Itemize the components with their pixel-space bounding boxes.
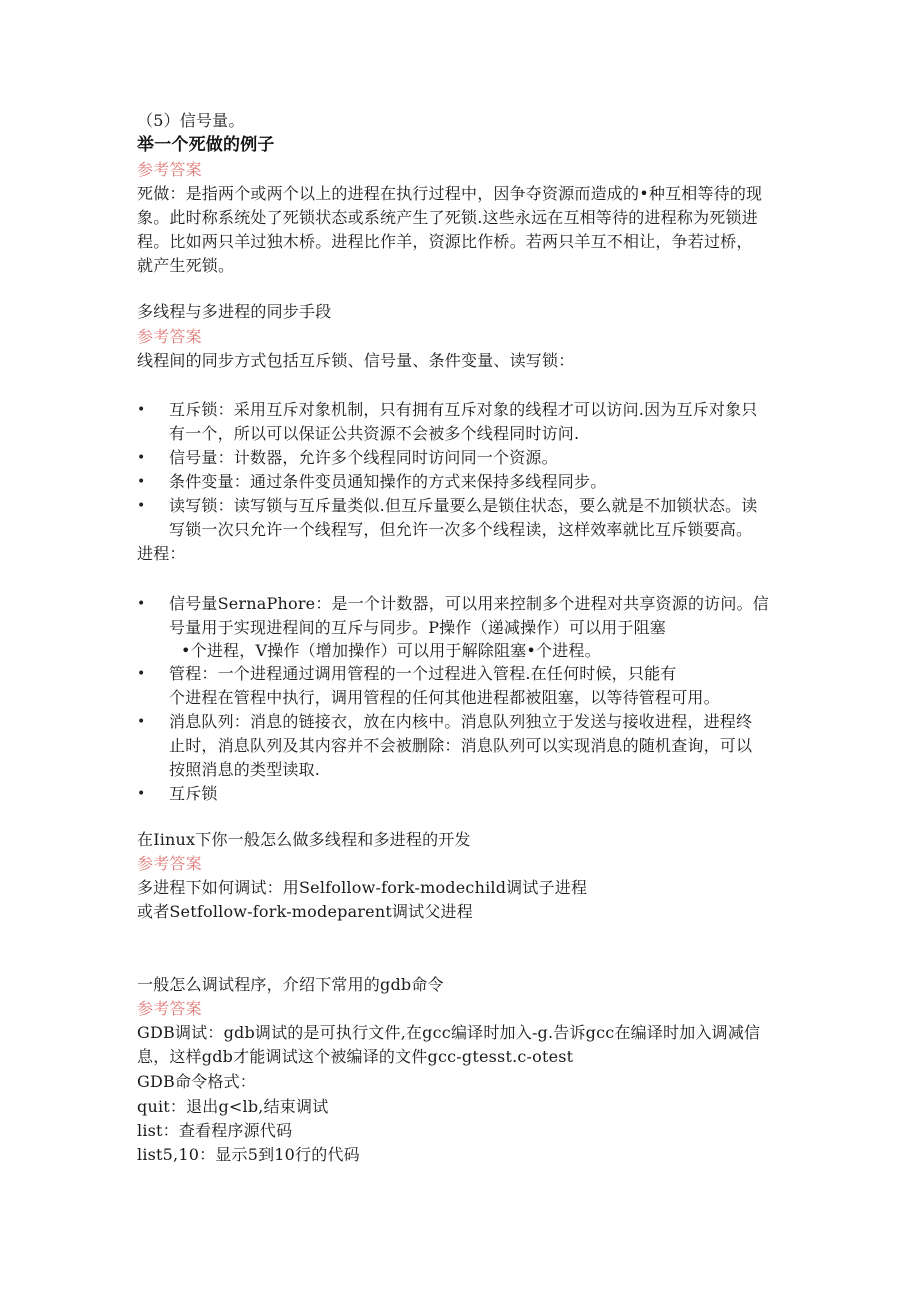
answer-label: 参考答案: [137, 999, 202, 1018]
list-item-line: 信号量SernaPhore：是一个计数器，可以用来控制多个进程对共享资源的访问。信: [169, 594, 769, 613]
list-item-line: 互斥锁: [169, 784, 218, 803]
bullet-marker: •: [137, 402, 146, 418]
answer-line: list：查看程序源代码: [137, 1121, 293, 1140]
answer-line: GDB命令格式：: [137, 1072, 256, 1091]
list-item-line: 写锁一次只允许一个线程写，但允许一次多个线程读，这样效率就比互斥锁要高。: [169, 520, 753, 539]
list-item-line: 号量用于实现进程间的互斥与同步。P操作（递减操作）可以用于阻塞: [169, 618, 666, 637]
answer-line: 或者Setfollow-fork-modeparent调试父进程: [137, 902, 473, 921]
answer-line: 死做：是指两个或两个以上的进程在执行过程中，因争夺资源而造成的•种互相等待的现: [137, 184, 763, 203]
answer-intro: 线程间的同步方式包括互斥锁、信号量、条件变量、读写锁：: [137, 351, 575, 370]
question-title-deadlock: 举一个死做的例子: [137, 135, 275, 155]
list-item-line: 读写锁：读写锁与互斥量类似.但互斥量要么是锁住状态，要么就是不加锁状态。读: [169, 496, 758, 515]
list-item-line: •个进程，V操作（增加操作）可以用于解除阻塞•个进程。: [181, 641, 601, 660]
list-item-line: 管程：一个进程通过调用管程的一个过程进入管程.在任何时候，只能有: [169, 664, 677, 683]
list-item-line: 消息队列：消息的链接衣，放在内核中。消息队列独立于发送与接收进程，进程终: [169, 712, 753, 731]
previous-answer-tail: （5）信号量。: [137, 111, 245, 130]
answer-label: 参考答案: [137, 160, 202, 179]
list-item-line: 条件变量：通过条件变员通知操作的方式来保持多线程同步。: [169, 472, 607, 491]
list-item-line: 有一个，所以可以保证公共资源不会被多个线程同时访问.: [169, 424, 580, 443]
answer-label: 参考答案: [137, 327, 202, 346]
question-title-sync: 多线程与多进程的同步手段: [137, 302, 332, 321]
answer-line: 息，这样gdb才能调试这个被编译的文件gcc-gtesst.c-otest: [137, 1047, 574, 1066]
question-title-linux-dev: 在Iinux下你一般怎么做多线程和多进程的开发: [137, 830, 471, 849]
question-title-gdb: 一般怎么调试程序，介绍下常用的gdb命令: [137, 975, 444, 994]
list-item-line: 互斥锁：采用互斥对象机制，只有拥有互斥对象的线程才可以访问.因为互斥对象只: [169, 400, 758, 419]
bullet-marker: •: [137, 666, 146, 682]
answer-line: 多进程下如何调试：用Selfollow-fork-modechild调试子进程: [137, 878, 588, 897]
list-item-line: 止时，消息队列及其内容并不会被删除：消息队列可以实现消息的随机查询，可以: [169, 736, 753, 755]
answer-label: 参考答案: [137, 854, 202, 873]
bullet-marker: •: [137, 474, 146, 490]
answer-line: 程。比如两只羊过独木桥。进程比作羊，资源比作桥。若两只羊互不相让，争若过桥，: [137, 232, 753, 251]
list-item-line: 按照消息的类型读取.: [169, 760, 321, 779]
answer-line: list5,10：显示5到10行的代码: [137, 1145, 360, 1164]
list-item-line: 个进程在管程中执行，调用管程的任何其他进程都被阻塞，以等待管程可用。: [169, 688, 720, 707]
answer-line: quit：退出g<lb,结束调试: [137, 1097, 329, 1116]
answer-line: 象。此时称系统处了死锁状态或系统产生了死锁.这些永远在互相等待的进程称为死锁进: [137, 208, 758, 227]
bullet-marker: •: [137, 450, 146, 466]
answer-line: GDB调试：gdb调试的是可执行文件,在gcc编译时加入-g.告诉gcc在编译时加入调减信: [137, 1023, 761, 1042]
bullet-marker: •: [137, 714, 146, 730]
bullet-marker: •: [137, 498, 146, 514]
bullet-marker: •: [137, 596, 146, 612]
list-item-line: 信号量：计数器，允许多个线程同时访问同一个资源。: [169, 448, 558, 467]
answer-line: 就产生死锁。: [137, 256, 235, 275]
bullet-marker: •: [137, 786, 146, 802]
process-label: 进程：: [137, 544, 186, 563]
